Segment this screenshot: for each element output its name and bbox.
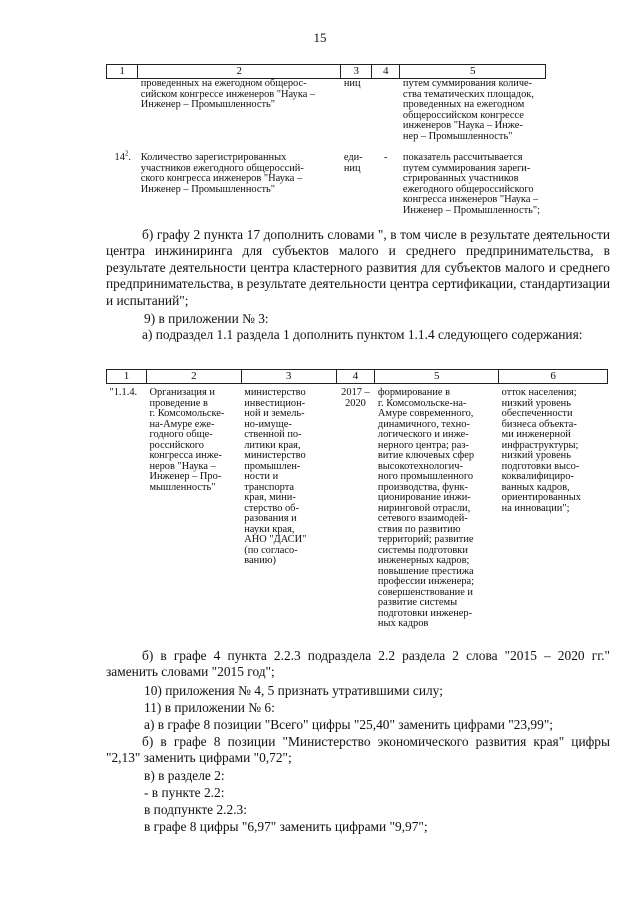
text-line: логического и инже- — [377, 429, 469, 440]
paragraph-b-column2: б) графу 2 пункта 17 дополнить словами ", в том числе в результате деятельности центра инжиниринга для субъектов малого и среднего предпринимательства, в результате деятельности центра кластерного развития для субъектов малого и среднего предпринимательства, в результате деятельности центра сертификации, стандартизации и испытаний"; — [106, 227, 610, 308]
line-last: в графе 8 цифры "6,97" заменить цифрами "9,97"; — [144, 819, 428, 834]
line-podpunkt: в подпункте 2.2.3: — [144, 802, 247, 817]
text-line: годного обще- — [149, 429, 213, 440]
item-9: 9) в приложении № 3: — [144, 311, 269, 326]
activity-problem — [499, 384, 608, 630]
text-line: ственной по- — [244, 429, 302, 440]
method — [400, 79, 546, 143]
text-line: конгресса инже- — [149, 450, 222, 461]
header-cell: 4 — [336, 370, 375, 384]
text-line: низкий уровень — [501, 397, 571, 409]
text-line: коквалифициро- — [501, 471, 574, 482]
text-line: стрированных участников — [402, 173, 519, 184]
header-cell: 2 — [146, 370, 241, 384]
text-line: мышленность" — [149, 481, 216, 493]
header-cell: 6 — [499, 370, 608, 384]
text-line: (по согласо- — [244, 544, 298, 556]
page-number: 15 — [313, 30, 327, 45]
text-line: транспорта — [244, 481, 294, 493]
text-line: ного промышленного — [377, 471, 474, 482]
item-11a: а) в графе 8 позиции "Всего" цифры "25,40" заменить цифрами "23,99"; — [144, 717, 554, 732]
text-line: проведенных на ежегодном общерос- — [140, 78, 307, 89]
text-line: ствия по развитию — [377, 523, 461, 535]
text-line: ционирование инжи- — [377, 492, 471, 503]
text-line: еди- — [343, 152, 363, 163]
header-cell: 5 — [400, 65, 546, 79]
activities-table — [106, 369, 608, 630]
text-line: инженеров "Наука – Инже- — [402, 120, 523, 131]
text-line: ванию) — [244, 555, 276, 566]
indicator-name — [138, 153, 341, 216]
text-line: инженерных кадров; — [377, 555, 470, 566]
text-line: путем суммирования количе- — [402, 78, 533, 89]
text-line: Инженер – Про- — [149, 471, 222, 482]
table-row — [107, 153, 546, 216]
text-line: литики края, — [244, 439, 301, 451]
text-line: подготовки инженер- — [377, 607, 473, 619]
text-line: низкий уровень — [501, 450, 571, 461]
text-line: обеспеченности — [501, 408, 573, 419]
text-line: АНО "ДАСИ" — [244, 534, 307, 545]
text-line: нерного центра; раз- — [377, 439, 469, 451]
text-line: на инновации"; — [501, 502, 570, 514]
text-line: 2017 – — [341, 387, 370, 398]
header-cell: 1 — [107, 370, 147, 384]
row-number — [107, 79, 138, 143]
text-line: показатель рассчитывается — [402, 152, 523, 163]
text-line: сетевого взаимодей- — [377, 513, 468, 524]
header-cell: 5 — [375, 370, 499, 384]
text-line: общероссийском конгрессе — [402, 109, 524, 121]
text-line: Количество зарегистрированных — [140, 152, 287, 163]
text-line: ежегодного общероссийского — [402, 183, 534, 195]
method — [400, 153, 546, 216]
text-line: министерство — [244, 387, 306, 398]
text-line: территорий; развитие — [377, 534, 474, 545]
text-line: инвестицион- — [244, 397, 306, 409]
text-line: производства, функ- — [377, 481, 469, 493]
text-line: г. Комсомольске-на- — [377, 397, 467, 409]
header-cell: 4 — [372, 65, 400, 79]
text-line: отток населения; — [501, 387, 577, 398]
text-line: российского — [149, 439, 204, 451]
text-line: системы подготовки — [377, 544, 468, 556]
text-line: подготовки высо- — [501, 460, 580, 472]
text-line: сийском конгрессе инженеров "Наука – — [140, 88, 316, 100]
activity-result — [375, 384, 499, 630]
text-line: Инженер – Промышленность" — [140, 183, 275, 195]
text-line: конгресса инженеров "Наука – — [402, 194, 539, 205]
text-line: ми инженерной — [501, 429, 571, 440]
text-line: ниринговой отрасли, — [377, 502, 471, 514]
text-line: Организация и — [149, 387, 215, 398]
text-line: Инженер – Промышленность"; — [402, 204, 541, 216]
header-cell: 2 — [138, 65, 341, 79]
text-line: ниц — [343, 162, 361, 174]
text-line: совершенствование и — [377, 586, 473, 598]
text-line: министерство — [244, 450, 306, 461]
text-line: развитие системы — [377, 597, 458, 608]
text-line: путем суммирования зареги- — [402, 162, 531, 174]
value — [372, 79, 400, 143]
text-line: неров "Наука – — [149, 460, 216, 472]
text-line: высокотехнологич- — [377, 460, 463, 472]
activity-number: "1.1.4. — [109, 387, 138, 398]
text-line: г. Комсомольске- — [149, 408, 225, 419]
text-line: проведение в — [149, 397, 208, 409]
text-line: ского конгресса инженеров "Наука – — [140, 173, 303, 184]
item-9a: а) подраздел 1.1 раздела 1 дополнить пунктом 1.1.4 следующего содержания: — [142, 327, 583, 342]
text-line: динамичного, техно- — [377, 418, 470, 430]
text-line: повышение престижа — [377, 565, 474, 577]
activity-executor — [241, 384, 336, 630]
text-line: ства тематических площадок, — [402, 88, 534, 100]
row-number: $14^2$. — [114, 149, 131, 163]
text-line: 2020 — [345, 397, 366, 409]
activities-table-header — [107, 370, 608, 384]
text-line: формирование в — [377, 387, 451, 398]
indicators-table-header — [107, 65, 546, 79]
text-line: разования и — [244, 513, 297, 524]
header-cell: 3 — [341, 65, 372, 79]
value: - — [384, 152, 388, 163]
table-row — [107, 384, 608, 630]
text-line: профессии инженера; — [377, 576, 475, 587]
activity-name — [146, 384, 241, 630]
item-11v: в) в разделе 2: — [144, 768, 225, 783]
item-11b: б) в графе 8 позиции "Министерство экономического развития края" цифры "2,13" заменить цифрами "0,72"; — [106, 734, 610, 766]
item-11: 11) в приложении № 6: — [144, 700, 275, 715]
text-line: промышлен- — [244, 460, 301, 472]
text-line: бизнеса объекта- — [501, 418, 577, 430]
text-line: ной и земель- — [244, 408, 305, 419]
activity-period — [336, 384, 375, 630]
line-punkt: - в пункте 2.2: — [144, 785, 225, 800]
text-line: ориентированных — [501, 492, 581, 503]
text-line: на-Амуре еже- — [149, 418, 215, 430]
text-line: науки края, — [244, 523, 295, 535]
text-line: Амуре современного, — [377, 408, 474, 419]
text-line: ванных кадров, — [501, 481, 570, 493]
header-cell: 3 — [241, 370, 336, 384]
indicator-name — [138, 79, 341, 143]
unit: ниц — [343, 78, 361, 89]
table-row — [107, 79, 546, 143]
indicators-table — [106, 64, 546, 216]
text-line: стерство об- — [244, 502, 299, 514]
text-line: нер – Промышленность" — [402, 130, 513, 142]
text-line: края, мини- — [244, 492, 296, 503]
item-10: 10) приложения № 4, 5 признать утратившими силу; — [144, 683, 443, 698]
text-line: но-имуще- — [244, 418, 292, 430]
text-line: участников ежегодного общероссий- — [140, 162, 304, 174]
text-line: инфраструктуры; — [501, 439, 579, 451]
paragraph-b-graph4: б) в графе 4 пункта 2.2.3 подраздела 2.2 раздела 2 слова "2015 – 2020 гг." заменить словами "2015 год"; — [106, 648, 610, 680]
text-line: Инженер – Промышленность" — [140, 99, 275, 110]
header-cell: 1 — [107, 65, 138, 79]
unit — [341, 153, 372, 216]
text-line: проведенных на ежегодном — [402, 99, 525, 110]
text-line: витие ключевых сфер — [377, 450, 475, 461]
text-line: ности и — [244, 471, 279, 482]
text-line: ных кадров — [377, 618, 429, 629]
